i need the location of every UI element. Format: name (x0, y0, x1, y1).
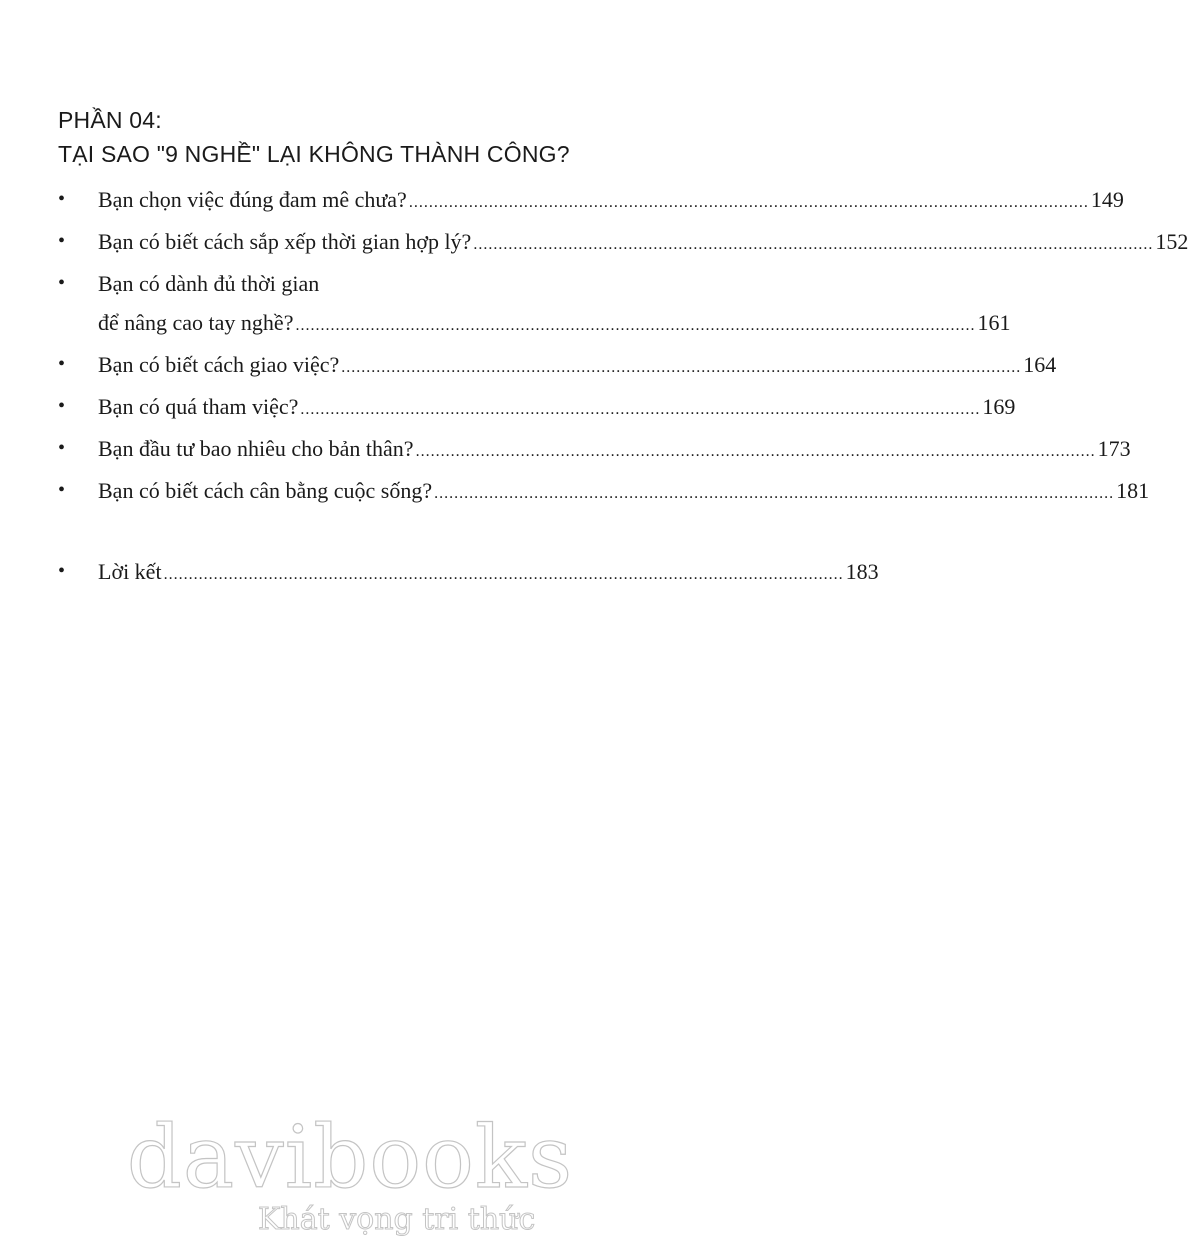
dot-leader: ........................................................................................................................................ (300, 401, 981, 418)
toc-item-title: Bạn có biết cách sắp xếp thời gian hợp lý? (98, 229, 472, 254)
toc-page-number: 181 (1116, 478, 1150, 503)
toc-item-title: Bạn có biết cách giao việc? (98, 352, 340, 377)
toc-item[interactable] (58, 345, 1057, 387)
toc-item[interactable] (58, 471, 1150, 513)
watermark-logo: davibooks (126, 1108, 574, 1208)
toc-item-title: Bạn có quá tham việc? (98, 394, 299, 419)
toc-page-number: 149 (1090, 187, 1124, 212)
toc-page-number: 183 (845, 559, 879, 584)
bullet-icon: • (58, 437, 66, 459)
dot-leader: ........................................................................................................................................ (295, 317, 976, 334)
toc-page-number: 152 (1155, 229, 1188, 254)
dot-leader: ........................................................................................................................................ (341, 359, 1022, 376)
spacer (58, 513, 580, 552)
toc-item-title: Bạn đầu tư bao nhiêu cho bản thân? (98, 436, 414, 461)
watermark-slogan: Khát vọng tri thức (258, 1202, 536, 1237)
bullet-icon: • (58, 188, 66, 210)
toc-page-number: 161 (977, 310, 1011, 335)
bullet-icon: • (58, 230, 66, 252)
watermark (0, 1108, 700, 1237)
section-heading (58, 103, 570, 171)
toc-item-title: Bạn có biết cách cân bằng cuộc sống? (98, 478, 433, 503)
bullet-icon: • (58, 560, 66, 582)
bullet-icon: • (58, 395, 66, 417)
part-label: PHẦN 04: (58, 107, 162, 133)
toc-item-title-line1: Bạn có dành đủ thời gian (98, 271, 320, 296)
toc-page-number: 169 (982, 394, 1016, 419)
toc-item-title: Lời kết (98, 559, 162, 584)
table-of-contents (58, 180, 1188, 594)
toc-item[interactable] (58, 429, 1131, 471)
part-title: TẠI SAO "9 NGHỀ" LẠI KHÔNG THÀNH CÔNG? (58, 141, 570, 167)
dot-leader: ........................................................................................................................................ (415, 443, 1096, 460)
dot-leader: ........................................................................................................................................ (163, 566, 844, 583)
toc-page-number: 173 (1097, 436, 1131, 461)
dot-leader: ........................................................................................................................................ (408, 194, 1089, 211)
toc-item[interactable] (58, 222, 1188, 264)
bullet-icon: • (58, 479, 66, 501)
toc-item[interactable] (58, 387, 1016, 429)
toc-item[interactable] (58, 180, 1124, 222)
toc-item[interactable] (58, 264, 1011, 345)
dot-leader: ........................................................................................................................................ (434, 485, 1115, 502)
bullet-icon: • (58, 353, 66, 375)
toc-item-title: Bạn chọn việc đúng đam mê chưa? (98, 187, 407, 212)
bullet-icon: • (58, 272, 66, 294)
dot-leader: ........................................................................................................................................ (473, 236, 1154, 253)
toc-item-title: để nâng cao tay nghề? (98, 310, 294, 335)
toc-page-number: 164 (1023, 352, 1057, 377)
toc-item-closing[interactable] (58, 552, 879, 594)
